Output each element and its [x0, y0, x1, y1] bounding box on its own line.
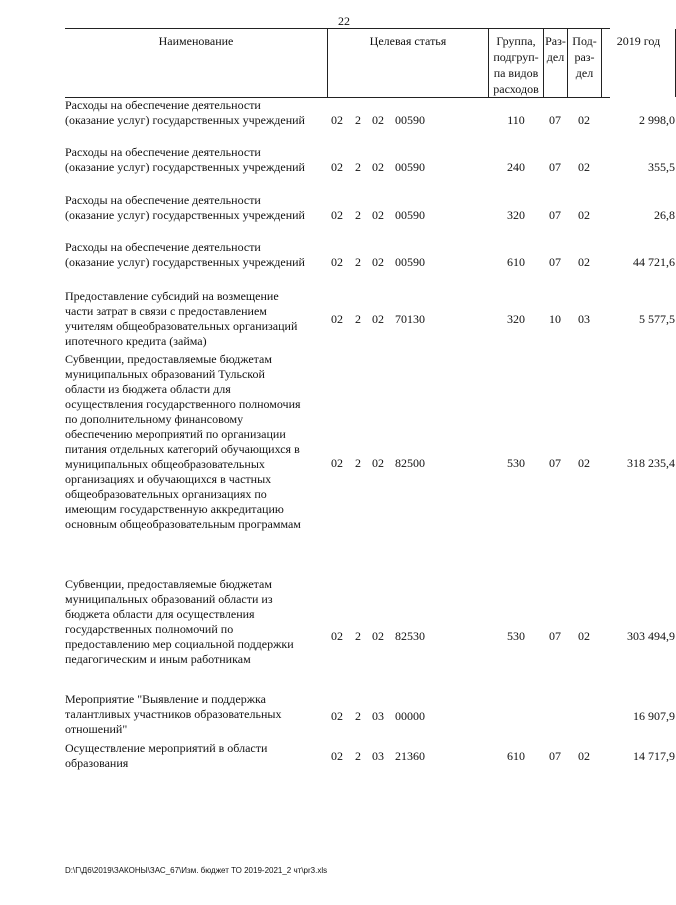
code-part-4: 82530 [395, 629, 425, 643]
code-part-2: 2 [355, 255, 361, 269]
amount: 2 998,0 [639, 113, 675, 127]
amount: 303 494,9 [627, 629, 675, 643]
code-part-3: 02 [372, 456, 384, 470]
code-part-4: 00590 [395, 113, 425, 127]
row-name: Субвенции, предоставляемые бюджетам муниципальных образований Тульской области из бюджета области для осуществления государственного полномочия по дополнительному финансовому обеспечению мероприятий по организации питания отдельных категорий обучающихся в муниципальных общеобразовательных организациях и обучающихся в частных общеобразовательных организациях по имеющим государственную аккредитацию основным общеобразовательным программам [65, 352, 301, 531]
code-part-2: 2 [355, 208, 361, 222]
header-year: 2019 год [601, 29, 676, 97]
amount: 318 235,4 [627, 456, 675, 470]
row-name: Осуществление мероприятий в области образования [65, 741, 268, 770]
header-name: Наименование [158, 34, 234, 48]
code-part-1: 02 [331, 255, 343, 269]
row-name: Расходы на обеспечение деятельности (оказание услуг) государственных учреждений [65, 98, 305, 127]
group-code: 320 [507, 208, 525, 222]
subsection-code: 02 [578, 629, 590, 643]
code-part-2: 2 [355, 749, 361, 763]
code-part-1: 02 [331, 113, 343, 127]
code-part-3: 03 [372, 749, 384, 763]
section-code: 07 [549, 629, 561, 643]
section-code: 07 [549, 160, 561, 174]
code-part-1: 02 [331, 749, 343, 763]
page-number: 22 [338, 14, 350, 28]
group-code: 320 [507, 312, 525, 326]
code-part-3: 02 [372, 312, 384, 326]
row-name: Субвенции, предоставляемые бюджетам муниципальных образований области из бюджета области для осуществления государственных полномочий по предоставлению мер социальной поддержки педагогическим и иным работникам [65, 577, 294, 666]
header-subsection: Под- раз- дел [567, 29, 601, 97]
table-header [65, 28, 661, 98]
subsection-code: 02 [578, 208, 590, 222]
section-code: 07 [549, 749, 561, 763]
code-part-2: 2 [355, 456, 361, 470]
subsection-code: 02 [578, 255, 590, 269]
code-part-3: 03 [372, 709, 384, 723]
row-name: Предоставление субсидий на возмещение части затрат в связи с предоставлением учителям общеобразовательных организаций ипотечного кредита (займа) [65, 289, 298, 348]
code-part-2: 2 [355, 709, 361, 723]
group-code: 530 [507, 629, 525, 643]
group-code: 240 [507, 160, 525, 174]
code-part-3: 02 [372, 629, 384, 643]
group-code: 610 [507, 749, 525, 763]
code-part-1: 02 [331, 456, 343, 470]
code-part-3: 02 [372, 208, 384, 222]
row-name: Расходы на обеспечение деятельности (оказание услуг) государственных учреждений [65, 193, 305, 222]
amount: 26,8 [654, 208, 675, 222]
code-part-4: 70130 [395, 312, 425, 326]
subsection-code: 02 [578, 160, 590, 174]
section-code: 10 [549, 312, 561, 326]
code-part-2: 2 [355, 160, 361, 174]
code-part-1: 02 [331, 208, 343, 222]
code-part-4: 21360 [395, 749, 425, 763]
code-part-4: 82500 [395, 456, 425, 470]
code-part-1: 02 [331, 629, 343, 643]
header-target-article: Целевая статья [327, 29, 488, 97]
subsection-code: 02 [578, 456, 590, 470]
code-part-4: 00590 [395, 255, 425, 269]
code-part-4: 00000 [395, 709, 425, 723]
header-group: Группа, подгруп- па видов расходов [488, 29, 543, 97]
section-code: 07 [549, 456, 561, 470]
code-part-1: 02 [331, 312, 343, 326]
group-code: 110 [507, 113, 525, 127]
code-part-2: 2 [355, 113, 361, 127]
header-section: Раз- дел [543, 29, 567, 97]
amount: 355,5 [648, 160, 675, 174]
code-part-3: 02 [372, 113, 384, 127]
amount: 5 577,5 [639, 312, 675, 326]
code-part-3: 02 [372, 255, 384, 269]
row-name: Расходы на обеспечение деятельности (оказание услуг) государственных учреждений [65, 240, 305, 269]
group-code: 530 [507, 456, 525, 470]
code-part-1: 02 [331, 160, 343, 174]
subsection-code: 02 [578, 113, 590, 127]
amount: 44 721,6 [633, 255, 675, 269]
section-code: 07 [549, 208, 561, 222]
row-name: Расходы на обеспечение деятельности (оказание услуг) государственных учреждений [65, 145, 305, 174]
amount: 16 907,9 [633, 709, 675, 723]
amount: 14 717,9 [633, 749, 675, 763]
code-part-4: 00590 [395, 208, 425, 222]
file-path-footer: D:\Г\Д6\2019\ЗАКОНЫ\ЗАС_67\Изм. бюджет ТО 2019-2021_2 чт\pr3.xls [65, 866, 328, 875]
section-code: 07 [549, 113, 561, 127]
code-part-3: 02 [372, 160, 384, 174]
group-code: 610 [507, 255, 525, 269]
subsection-code: 03 [578, 312, 590, 326]
code-part-2: 2 [355, 629, 361, 643]
code-part-2: 2 [355, 312, 361, 326]
section-code: 07 [549, 255, 561, 269]
row-name: Мероприятие "Выявление и поддержка талантливых участников образовательных отношений" [65, 692, 282, 736]
code-part-4: 00590 [395, 160, 425, 174]
subsection-code: 02 [578, 749, 590, 763]
code-part-1: 02 [331, 709, 343, 723]
